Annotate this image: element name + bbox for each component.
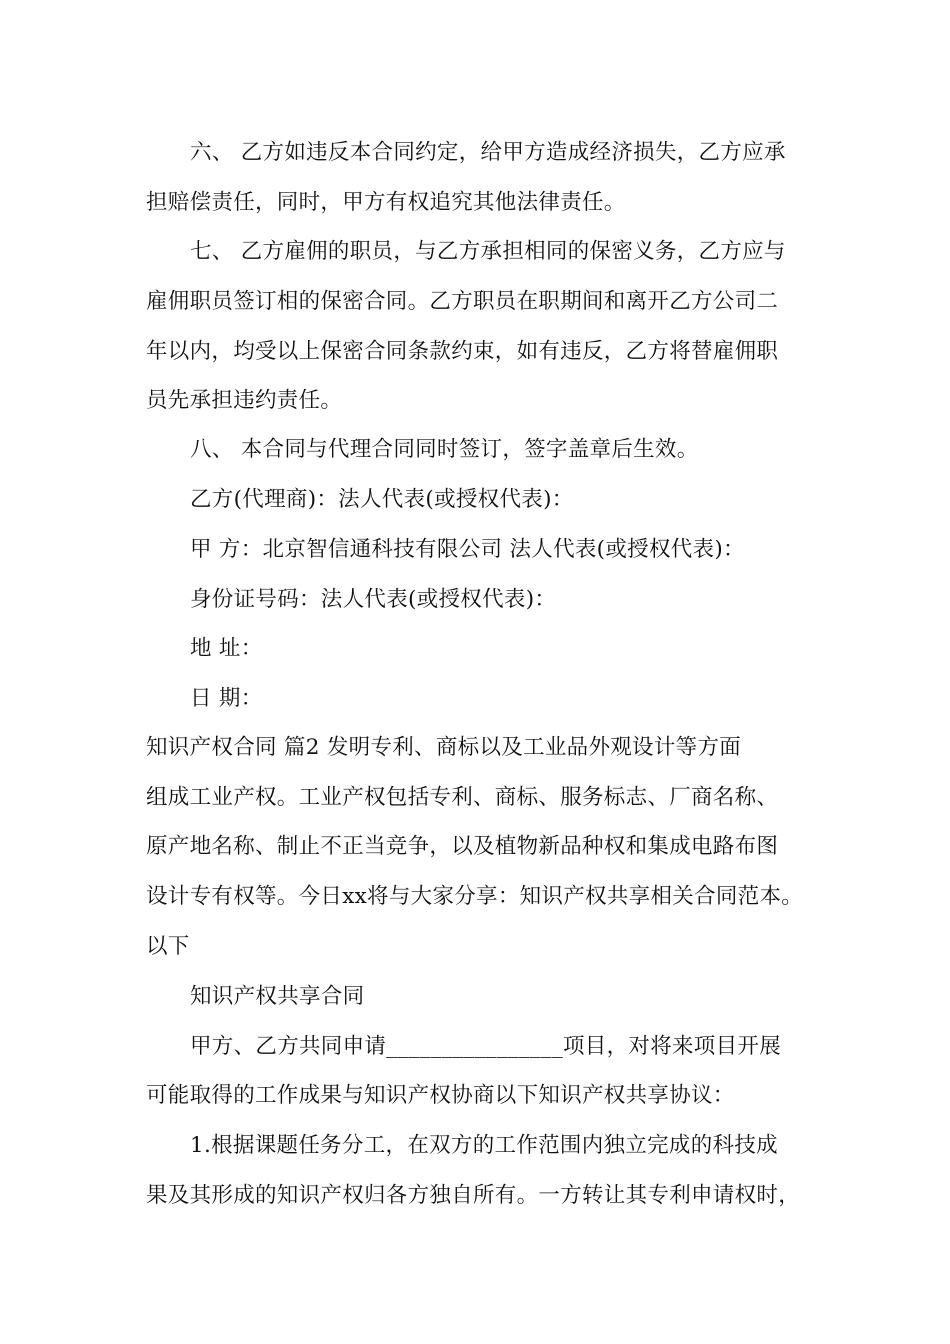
section-2-line-2: 组成工业产权。工业产权包括专利、商标、服务标志、厂商名称、 xyxy=(146,785,779,810)
clause-1-line-1: 1.根据课题任务分工，在双方的工作范围内独立完成的科技成 xyxy=(190,1133,778,1158)
id-number-line: 身份证号码：法人代表(或授权代表)： xyxy=(190,587,557,612)
paragraph-8-line-1: 八、 本合同与代理合同同时签订，签字盖章后生效。 xyxy=(190,437,699,462)
address-line: 地 址： xyxy=(190,636,263,661)
section-2-line-4: 设计专有权等。今日xx将与大家分享：知识产权共享相关合同范本。 xyxy=(146,884,804,909)
party-a-signature-line: 甲 方：北京智信通科技有限公司 法人代表(或授权代表)： xyxy=(190,537,745,562)
section-2-line-3: 原产地名称、制止不正当竞争，以及植物新品种权和集成电路布图 xyxy=(146,834,779,859)
date-line: 日 期： xyxy=(190,686,263,711)
paragraph-6-line-2: 担赔偿责任，同时，甲方有权追究其他法律责任。 xyxy=(146,190,626,215)
paragraph-7-line-3: 年以内，均受以上保密合同条款约束，如有违反，乙方将替雇佣职 xyxy=(146,339,779,364)
party-b-signature-line: 乙方(代理商)：法人代表(或授权代表)： xyxy=(190,487,574,512)
intro-line-1: 甲方、乙方共同申请________________项目，对将来项目开展 xyxy=(190,1034,782,1059)
section-2-line-5: 以下 xyxy=(146,934,190,959)
paragraph-7-line-1: 七、 乙方雇佣的职员，与乙方承担相同的保密义务，乙方应与 xyxy=(190,239,786,264)
intro-line-2: 可能取得的工作成果与知识产权协商以下知识产权共享协议： xyxy=(146,1083,735,1108)
section-2-heading-line: 知识产权合同 篇2 发明专利、商标以及工业品外观设计等方面 xyxy=(146,735,742,760)
paragraph-6-line-1: 六、 乙方如违反本合同约定，给甲方造成经济损失，乙方应承 xyxy=(190,140,786,165)
paragraph-7-line-4: 员先承担违约责任。 xyxy=(146,388,343,413)
contract-title: 知识产权共享合同 xyxy=(190,984,365,1009)
clause-1-line-2: 果及其形成的知识产权归各方独自所有。一方转让其专利申请权时， xyxy=(146,1183,801,1208)
paragraph-7-line-2: 雇佣职员签订相的保密合同。乙方职员在职期间和离开乙方公司二 xyxy=(146,289,779,314)
